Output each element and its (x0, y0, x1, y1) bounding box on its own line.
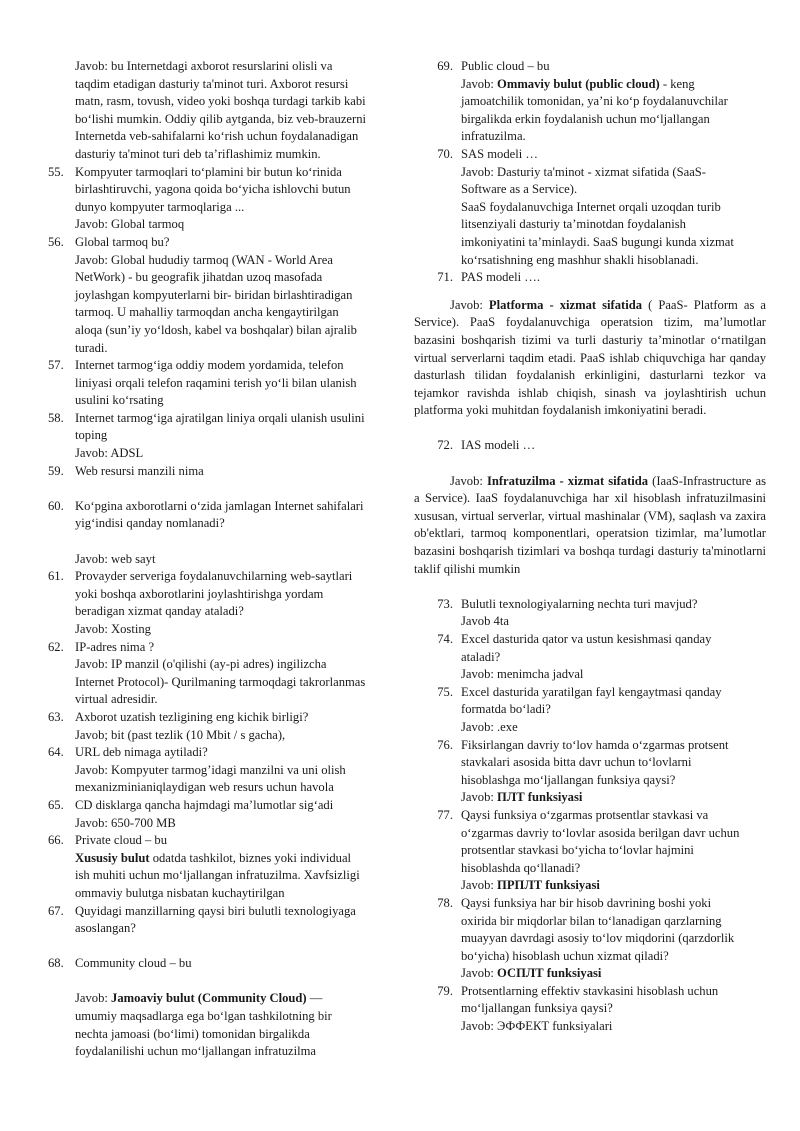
left-column (48, 58, 388, 1061)
paas-answer: Javob: Platforma - xizmat sifatida ( PaaS- Platform as a Service). PaaS foydalanuvchiga operatsion tizim, maʼlumotlar bazasini boshqarish tizimi va turli dasturiy taʼminotlar oʻrnatilgan virtual serverlarni taqdim etadi. PaaS ishlab chiquvchiga har qanday dasturlash tilidan foydalanish erkinligini, dasturlarni tezkor va tejamkor ravishda ishlab chiqish, sinash va joylashtirish uchun platforma yoki muhitdan foydalanish imkoniyatini beradi. (414, 297, 766, 418)
question-61: 61. Provayder serveriga foydalanuvchilarning web-saytlari yoki boshqa axborotlarini joylashtirishga yordam beradigan xizmat qanday ataladi? Javob: Xosting (48, 569, 353, 636)
question-56: 56. Global tarmoq bu? Javob: Global hududiy tarmoq (WAN - World Area NetWork) - bu geografik jihatdan uzoq masofada joylashgan kompyuterlarni bir- biridan birlashtiradigan tarmoq. U mahalliy tarmoqdan ancha kengaytirilgan aloqa (sunʼiy yoʻldosh, kabel va boshqalar) bilan ajralib turadi. (48, 234, 357, 355)
question-64: 64. URL deb nimaga aytiladi? Javob: Kompyuter tarmog’idagi manzilni va uni olish mexanizminianiqlaydigan web resurs uchun havola (48, 745, 346, 795)
question-68: 68. Community cloud – bu Javob: Jamoaviy bulut (Community Cloud) — umumiy maqsadlarga ega boʻlgan tashkilotning bir nechta jamoasi (boʻlimi) tomonidan birgalikda foydalanilishi uchun moʻljallangan infratuzilma (48, 956, 332, 1059)
question-57: 57. Internet tarmogʻiga oddiy modem yordamida, telefon liniyasi orqali telefon raqamini terish yoʻli bilan ulanish usulini koʻrsating (48, 358, 357, 408)
question-70: 70. SAS modeli … Javob: Dasturiy ta'minot - xizmat sifatida (SaaS- Software as a Service). SaaS foydalanuvchiga Internet orqali uzoqdan turib litsenziyali dasturiy taʼminotdan foydalanish imkoniyatini taʼminlaydi. SaaS bugungi kunda xizmat koʻrsatishning eng mashhur shakli hisoblanadi. (437, 146, 734, 267)
question-67: 67. Quyidagi manzillarning qaysi biri bulutli texnologiyaga asoslangan? (48, 903, 356, 936)
question-73: 73. Bulutli texnologiyalarning nechta turi mavjud? Javob 4ta (437, 596, 698, 629)
question-58: 58. Internet tarmogʻiga ajratilgan liniya orqali ulanish usulini toping Javob: ADSL (48, 410, 365, 461)
intro-answer: Javob: bu Internetdagi axborot resurslarini olisli va taqdim etadigan dasturiy ta'minot turi. Axborot resursi matn, rasm, tovush, video yoki boshqa turdagi tarkib kabi boʻlishi mumkin. Oddiy qilib aytganda, biz veb-brauzerni Internetda veb-sahifalarni koʻrish uchun foydalanadigan dasturiy ta'minot turi deb taʼriflashimiz mumkin. (75, 59, 366, 161)
question-59: 59. Web resursi manzili nima (48, 463, 204, 478)
question-65: 65. CD disklarga qancha hajmdagi maʼlumotlar sigʻadi Javob: 650-700 MB (48, 797, 334, 830)
question-63: 63. Axborot uzatish tezligining eng kichik birligi? Javob; bit (past tezlik (10 Mbit / s gacha), (48, 709, 309, 742)
question-71: 71. PAS modeli …. (437, 270, 540, 285)
iaas-answer: Javob: Infratuzilma - xizmat sifatida (IaaS-Infrastructure as a Service). IaaS foydalanuvchiga har xil hisoblash infratuzilmasini xususan, virtual serverlar, virtual mashinalar (VM), saqlash va zaxira ob'ektlari, tarmoq komponentlari, operatsion tizimlar, maʼlumotlar bazasini boshqarish tizimlari va boshqa turdagi dasturiy ta'minotlarni taklif qilishi mumkin (414, 473, 766, 576)
question-66: 66. Private cloud – bu Xususiy bulut odatda tashkilot, biznes yoki individual ish muhiti uchun moʻljallangan infratuzilma. Xavfsizligi ommaviy bulutga nisbatan kuchaytirilgan (48, 833, 360, 900)
question-77: 77. Qaysi funksiya oʻzgarmas protsentlar stavkasi va oʻzgarmas davriy toʻlovlar asosida berilgan davr uchun protsentlar stavkasi boʻyicha toʻlovlar hajmini hisoblashda qoʻllanadi? Javob: ПРПЛТ funksiyasi (437, 807, 740, 893)
question-72: 72. IAS modeli … (437, 438, 536, 453)
question-55: 55. Kompyuter tarmoqlari toʻplamini bir butun koʻrinida birlashtiruvchi, yagona qoida boʻyicha ishlovchi butun dunyo kompyuter tarmoqlariga ... Javob: Global tarmoq (48, 164, 351, 232)
question-74: 74. Excel dasturida qator va ustun kesishmasi qanday ataladi? Javob: menimcha jadval (437, 632, 712, 682)
question-69: 69. Public cloud – bu Javob: Ommaviy bulut (public cloud) - keng jamoatchilik tomonidan, yaʼni koʻp foydalanuvchilar birgalikda erkin foydalanish uchun moʻljallangan infratuzilma. (437, 59, 728, 144)
question-60: 60. Koʻpgina axborotlarni oʻzida jamlagan Internet sahifalari yigʻindisi qanday nomlanadi? Javob: web sayt (48, 498, 364, 566)
question-79: 79. Protsentlarning effektiv stavkasini hisoblash uchun moʻljallangan funksiya qaysi? Javob: ЭФФЕКТ funksiyalari (437, 983, 719, 1034)
question-76: 76. Fiksirlangan davriy toʻlov hamda oʻzgarmas protsent stavkalari asosida bitta davr uchun toʻlovlarni hisoblashga moʻljallangan funksiya qaysi? Javob: ПЛТ funksiyasi (437, 737, 729, 805)
question-75: 75. Excel dasturida yaratilgan fayl kengaytmasi qanday formatda boʻladi? Javob: .exe (437, 684, 722, 734)
question-78: 78. Qaysi funksiya har bir hisob davrining boshi yoki oxirida bir miqdorlar bilan toʻlanadigan qarzlarning muayyan davrdagi asosiy toʻlov miqdorini (qarzdorlik boʻyicha) hisoblash uchun xizmat qiladi? Javob: ОСПЛТ funksiyasi (437, 895, 735, 981)
question-62: 62. IP-adres nima ? Javob: IP manzil (o'qilishi (ay-pi adres) ingilizcha Internet Protocol)- Qurilmaning tarmoqdagi takrorlanmas virtual adresidir. (48, 639, 366, 707)
right-column (414, 58, 766, 1036)
